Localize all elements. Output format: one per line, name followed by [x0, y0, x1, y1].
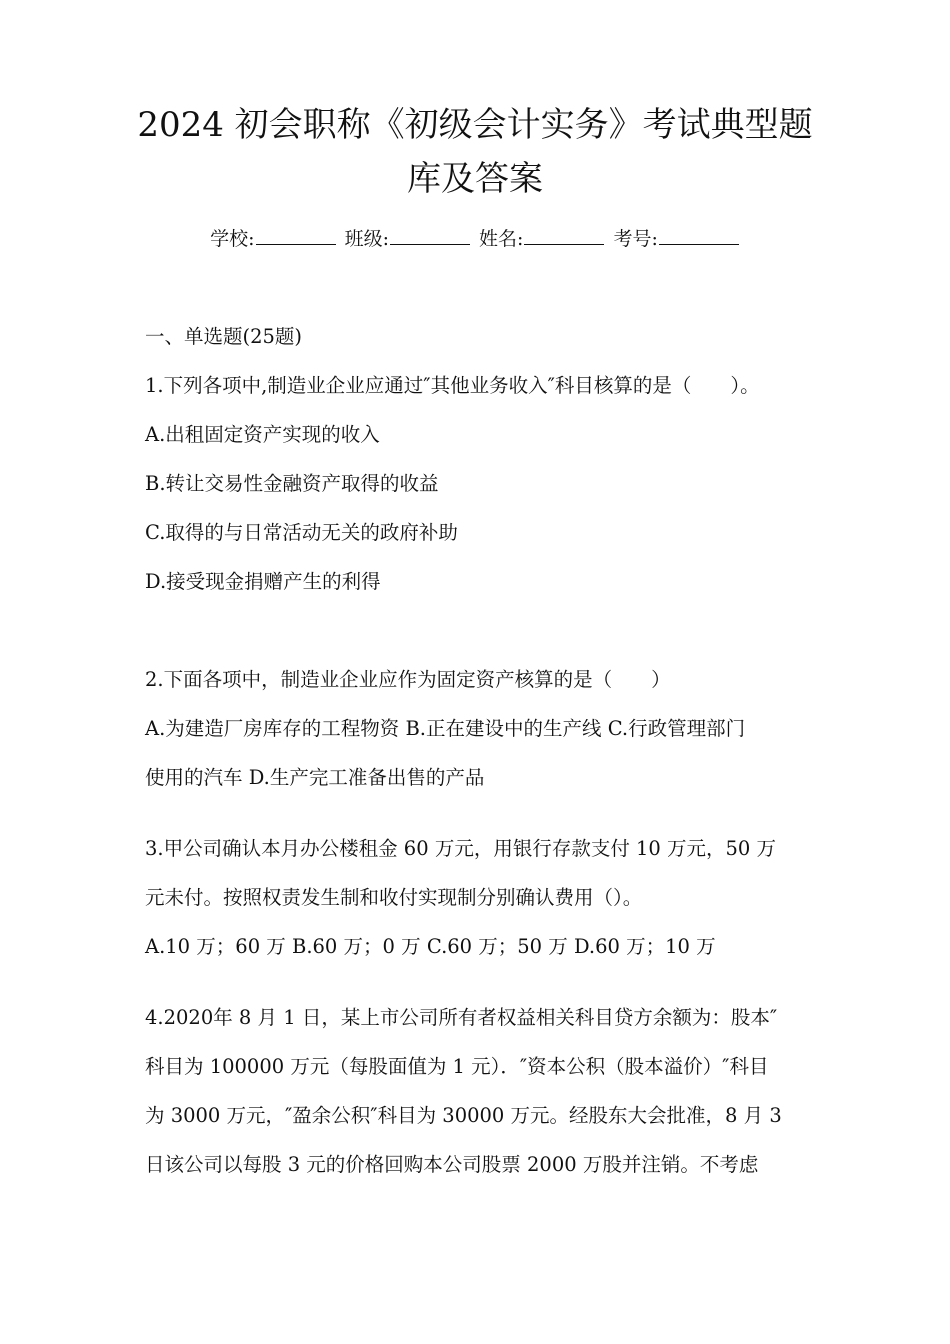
- title-line-2: 库及答案: [407, 159, 543, 199]
- section-heading: 一、单选题(25题): [145, 325, 303, 348]
- question-1-option-c: C.取得的与日常活动无关的政府补助: [145, 521, 458, 544]
- question-4: [145, 993, 810, 1189]
- spacer: [145, 971, 810, 993]
- document-body: [145, 312, 810, 1189]
- question-1: [145, 361, 810, 606]
- exam-number-blank[interactable]: [659, 228, 739, 245]
- exam-number-label: 考号:: [613, 228, 658, 250]
- question-4-line-3: 为 3000 万元，″盈余公积″科目为 30000 万元。经股东大会批准，8 月 3: [145, 1104, 782, 1127]
- question-2-stem: 2.下面各项中，制造业企业应作为固定资产核算的是（ ）: [145, 668, 671, 691]
- question-2-options-line-2: 使用的汽车 D.生产完工准备出售的产品: [145, 766, 485, 789]
- school-blank[interactable]: [256, 228, 336, 245]
- question-3-options: A.10 万；60 万 B.60 万；0 万 C.60 万；50 万 D.60 万；10 万: [145, 935, 716, 958]
- class-blank[interactable]: [390, 228, 470, 245]
- school-label: 学校:: [210, 228, 255, 250]
- question-3: [145, 824, 810, 971]
- question-1-stem: 1.下列各项中,制造业企业应通过″其他业务收入″科目核算的是（ ）。: [145, 374, 760, 397]
- question-1-option-d: D.接受现金捐赠产生的利得: [145, 570, 381, 593]
- name-label: 姓名:: [479, 228, 524, 250]
- spacer: [145, 802, 810, 824]
- document-title: [100, 98, 850, 206]
- class-label: 班级:: [344, 228, 389, 250]
- title-line-1: 2024 初会职称《初级会计实务》考试典型题: [137, 105, 813, 145]
- question-1-option-b: B.转让交易性金融资产取得的收益: [145, 472, 439, 495]
- question-3-stem-line-2: 元未付。按照权责发生制和收付实现制分别确认费用（）。: [145, 886, 643, 909]
- question-4-line-1: 4.2020年 8 月 1 日，某上市公司所有者权益相关科目贷方余额为：股本″: [145, 1006, 778, 1029]
- question-1-option-a: A.出租固定资产实现的收入: [145, 423, 380, 446]
- spacer: [145, 606, 810, 655]
- student-info-line: [150, 224, 800, 251]
- name-blank[interactable]: [524, 228, 604, 245]
- question-3-stem-line-1: 3.甲公司确认本月办公楼租金 60 万元，用银行存款支付 10 万元，50 万: [145, 837, 777, 860]
- question-4-line-2: 科目为 100000 万元（每股面值为 1 元）．″资本公积（股本溢价）″科目: [145, 1055, 769, 1078]
- question-2-options-line-1: A.为建造厂房库存的工程物资 B.正在建设中的生产线 C.行政管理部门: [145, 717, 746, 740]
- question-2: [145, 655, 810, 802]
- question-4-line-4: 日该公司以每股 3 元的价格回购本公司股票 2000 万股并注销。不考虑: [145, 1153, 759, 1176]
